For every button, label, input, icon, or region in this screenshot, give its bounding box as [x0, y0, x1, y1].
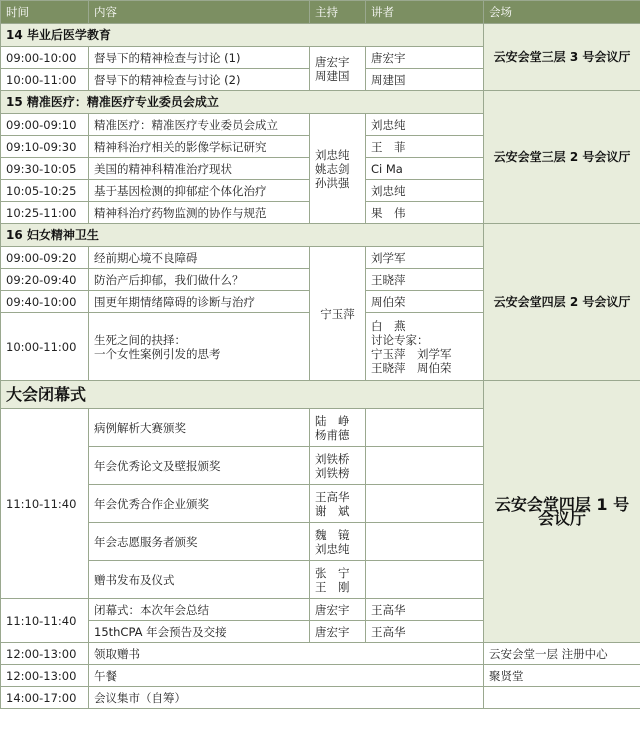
session-time: 09:20-09:40 [1, 269, 89, 291]
header-row [1, 1, 640, 24]
session-speaker: 周建国 [366, 69, 484, 91]
closing-content: 闭幕式：本次年会总结 [89, 599, 310, 621]
section-15-title: 15 精准医疗：精准医疗专业委员会成立 [1, 91, 484, 114]
session-speaker: 刘忠纯 [366, 114, 484, 136]
award-content: 病例解析大赛颁奖 [89, 409, 310, 447]
session-time: 09:30-10:05 [1, 158, 89, 180]
section-14-row [1, 24, 640, 47]
section-15-row [1, 91, 640, 114]
award-speaker [366, 523, 484, 561]
award-content: 年会优秀合作企业颁奖 [89, 485, 310, 523]
section-14-venue: 云安会堂三层 3 号会议厅 [484, 24, 640, 91]
session-content: 精神科治疗相关的影像学标记研究 [89, 136, 310, 158]
section-16-row [1, 224, 640, 247]
award-host: 刘铁桥 刘铁榜 [310, 447, 366, 485]
table-row [1, 643, 640, 665]
section-16-venue: 云安会堂四层 2 号会议厅 [484, 224, 640, 381]
final-content: 午餐 [89, 665, 484, 687]
final-time: 12:00-13:00 [1, 665, 89, 687]
session-content: 精神科治疗药物监测的协作与规范 [89, 202, 310, 224]
session-speaker: 刘忠纯 [366, 180, 484, 202]
award-content: 年会优秀论文及壁报颁奖 [89, 447, 310, 485]
session-time: 10:05-10:25 [1, 180, 89, 202]
section-15-venue: 云安会堂三层 2 号会议厅 [484, 91, 640, 224]
session-content: 围更年期情绪障碍的诊断与治疗 [89, 291, 310, 313]
session-content: 防治产后抑郁，我们做什么？ [89, 269, 310, 291]
closing-title: 大会闭幕式 [1, 381, 484, 409]
final-content: 领取赠书 [89, 643, 484, 665]
session-speaker: 白 燕 讨论专家： 宁玉萍 刘学军 王晓萍 周伯荣 [366, 313, 484, 381]
award-content: 赠书发布及仪式 [89, 561, 310, 599]
closing-content: 15thCPA 年会预告及交接 [89, 621, 310, 643]
session-content: 督导下的精神检查与讨论 (2) [89, 69, 310, 91]
closing-venue: 云安会堂四层 1 号会议厅 [484, 381, 640, 643]
closing-speaker: 王高华 [366, 599, 484, 621]
session-speaker: Ci Ma [366, 158, 484, 180]
session-time: 10:00-11:00 [1, 313, 89, 381]
session-content: 生死之间的抉择： 一个女性案例引发的思考 [89, 313, 310, 381]
session-content: 督导下的精神检查与讨论 (1) [89, 47, 310, 69]
table-row [1, 665, 640, 687]
session-time: 09:00-10:00 [1, 47, 89, 69]
session-time: 09:00-09:10 [1, 114, 89, 136]
award-speaker [366, 561, 484, 599]
section-16-title: 16 妇女精神卫生 [1, 224, 484, 247]
session-time: 09:40-10:00 [1, 291, 89, 313]
closing-section-row [1, 381, 640, 409]
closing-host: 唐宏宇 [310, 599, 366, 621]
section-14-host: 唐宏宇 周建国 [310, 47, 366, 91]
session-time: 10:25-11:00 [1, 202, 89, 224]
final-content: 会议集市（自筹） [89, 687, 484, 709]
section-15-host: 刘忠纯 姚志剑 孙洪强 [310, 114, 366, 224]
final-venue: 聚贤堂 [484, 665, 640, 687]
section-14-title: 14 毕业后医学教育 [1, 24, 484, 47]
session-time: 10:00-11:00 [1, 69, 89, 91]
session-content: 美国的精神科精准治疗现状 [89, 158, 310, 180]
session-speaker: 王 菲 [366, 136, 484, 158]
award-speaker [366, 447, 484, 485]
header-time: 时间 [1, 1, 89, 24]
session-speaker: 唐宏宇 [366, 47, 484, 69]
header-content: 内容 [89, 1, 310, 24]
section-16-host: 宁玉萍 [310, 247, 366, 381]
closing-host: 唐宏宇 [310, 621, 366, 643]
session-time: 09:00-09:20 [1, 247, 89, 269]
header-venue: 会场 [484, 1, 640, 24]
final-venue [484, 687, 640, 709]
award-speaker [366, 409, 484, 447]
award-host: 陆 峥 杨甫德 [310, 409, 366, 447]
award-host: 魏 镜 刘忠纯 [310, 523, 366, 561]
award-content: 年会志愿服务者颁奖 [89, 523, 310, 561]
header-host: 主持 [310, 1, 366, 24]
session-content: 基于基因检测的抑郁症个体化治疗 [89, 180, 310, 202]
session-time: 09:10-09:30 [1, 136, 89, 158]
table-row [1, 687, 640, 709]
final-time: 14:00-17:00 [1, 687, 89, 709]
award-speaker [366, 485, 484, 523]
award-host: 王高华 谢 斌 [310, 485, 366, 523]
closing-time: 11:10-11:40 [1, 599, 89, 643]
final-time: 12:00-13:00 [1, 643, 89, 665]
closing-speaker: 王高华 [366, 621, 484, 643]
final-venue: 云安会堂一层 注册中心 [484, 643, 640, 665]
session-content: 精准医疗：精准医疗专业委员会成立 [89, 114, 310, 136]
session-content: 经前期心境不良障碍 [89, 247, 310, 269]
award-host: 张 宁 王 刚 [310, 561, 366, 599]
session-speaker: 王晓萍 [366, 269, 484, 291]
session-speaker: 周伯荣 [366, 291, 484, 313]
session-speaker: 刘学军 [366, 247, 484, 269]
session-speaker: 果 伟 [366, 202, 484, 224]
closing-time: 11:10-11:40 [1, 409, 89, 599]
header-speaker: 讲者 [366, 1, 484, 24]
